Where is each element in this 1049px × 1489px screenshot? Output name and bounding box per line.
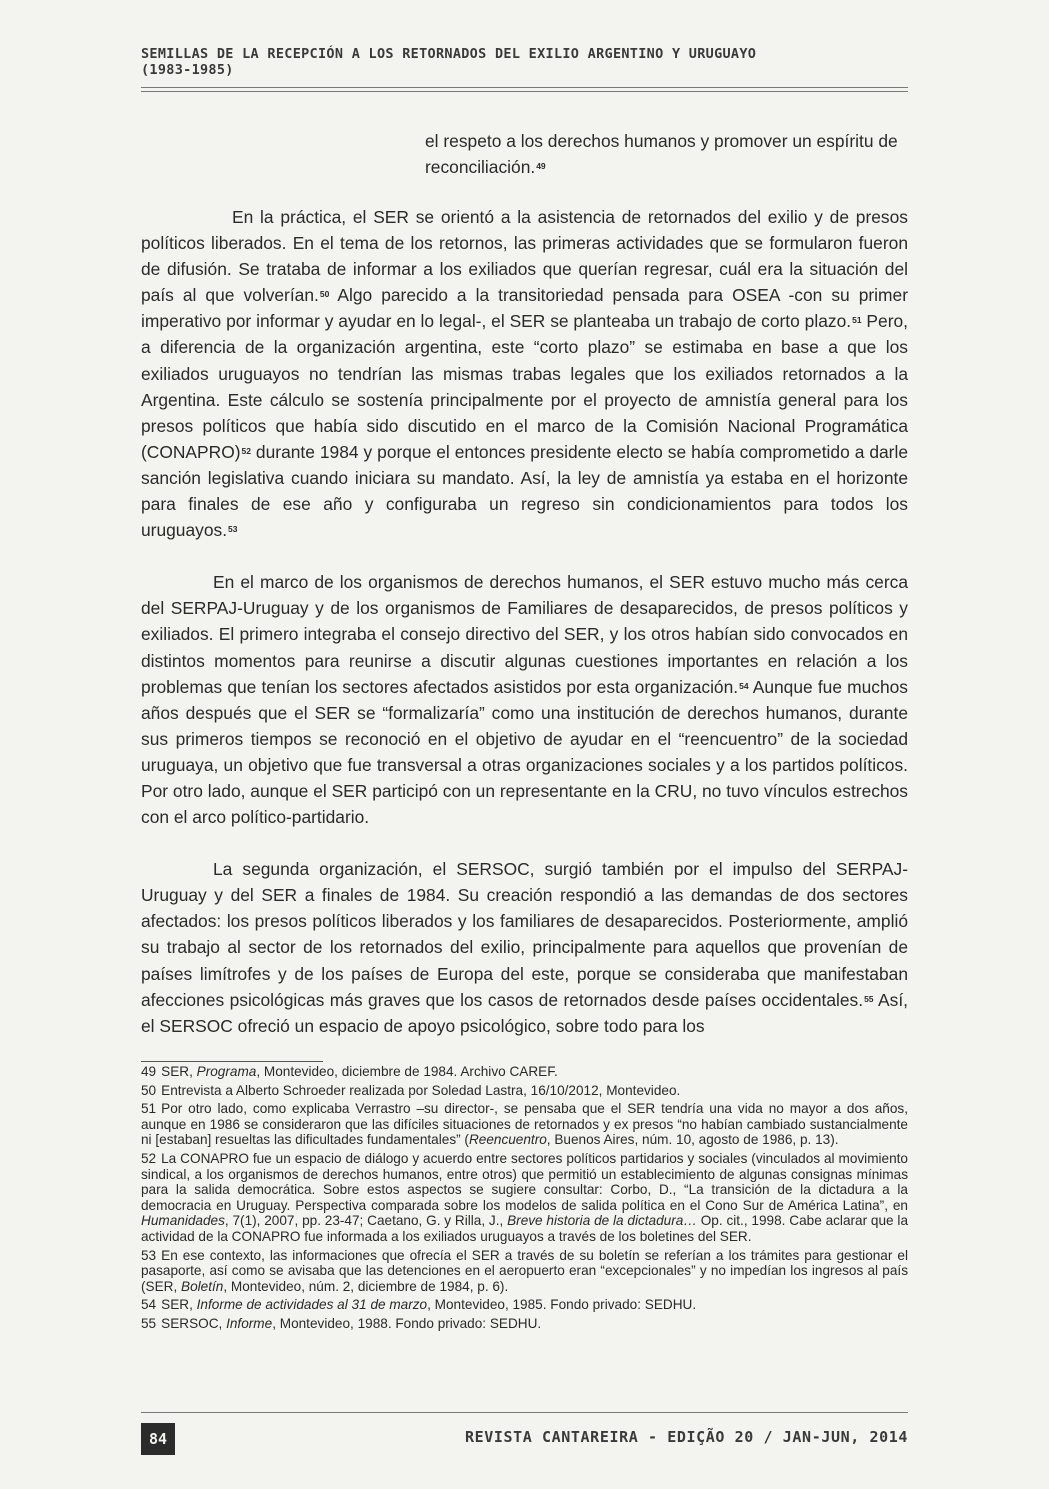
header-title-line2: (1983-1985) — [141, 62, 234, 78]
footer-divider — [141, 1412, 908, 1413]
footnote-text: , Montevideo, 1985. Fondo privado: SEDHU. — [427, 1297, 697, 1313]
footnote-divider — [141, 1061, 323, 1062]
footnote-number: 53 — [141, 1247, 157, 1263]
footnote-ref: 50 — [319, 289, 330, 300]
paragraph-text: En el marco de los organismos de derechos humanos, el SER estuvo mucho más cerca del SERPAJ-Uruguay y de los organismos de Familiares de desaparecidos, de presos políticos y exiliados. El primero integraba el consejo directivo del SER, y los otros habían sido convocados en distintos momentos para reunirse a discutir algunas cuestiones importantes en relación a los problemas que tenían los sectores afectados asistidos por esta organización. — [141, 572, 908, 697]
paragraph-text: durante 1984 y porque el entonces presidente electo se había comprometido a darle sanción legislativa cuando iniciara su mandato. Así, la ley de amnistía ya estaba en el horizonte para finales de ese año y configuraba un regreso sin condicionamientos para todos los uruguayos. — [141, 441, 908, 541]
footnote-text: , Montevideo, 1988. Fondo privado: SEDHU. — [272, 1315, 542, 1331]
footnote-number: 54 — [141, 1297, 157, 1313]
footnote-53 — [141, 1248, 908, 1295]
footnote-text: La CONAPRO fue un espacio de diálogo y acuerdo entre sectores políticos partidarios y sociales (vinculados al movimiento sindical, a los organismos de derechos humanos, entre otros) que permitió un establecimiento de algunas consignas mínimas para la salida democrática. Sobre estos aspectos se sugiere consultar: Corbo, D., “La transición de la dictadura a la democracia en Uruguay. Perspectiva comparada sobre los modelos de salida política en el Cono Sur de América Latina”, en — [141, 1150, 908, 1213]
footnote-text: SER, — [161, 1297, 197, 1313]
footnote-ref: 55 — [864, 993, 874, 1004]
paragraph-text: Aunque fue muchos años después que el SER se “formalizaría” como una institución de derechos humanos, durante sus primeros tiempos se reconoció en el objetivo de ayudar en el “reencuentro” de la sociedad uruguaya, un objetivo que fue transversal a otras organizaciones sociales y a los partidos políticos. Por otro lado, aunque el SER participó con un representante en la CRU, no tuvo vínculos estrechos con el arco político-partidario. — [141, 676, 908, 828]
page-number: 84 — [141, 1423, 175, 1455]
paragraph-1 — [141, 204, 908, 543]
footnote-ref: 54 — [739, 680, 749, 691]
footnote-50 — [141, 1083, 908, 1099]
paragraph-text: La segunda organización, el SERSOC, surgió también por el impulso del SERPAJ-Uruguay y del SER a finales de 1984. Su creación respondió a las demandas de dos sectores afectados: los presos políticos liberados y los familiares de desaparecidos. Posteriormente, amplió su trabajo al sector de los retornados del exilio, principalmente para aquellos que provenían de países limítrofes y de los países de Europa del este, porque se consideraba que manifestaban afecciones psicológicas más graves que los casos de retornados desde países occidentales. — [141, 859, 908, 1010]
footnote-text: SER, — [161, 1064, 197, 1079]
footnote-italic: Informe de actividades al 31 de marzo — [196, 1297, 428, 1313]
footnote-55 — [141, 1316, 908, 1332]
footnote-ref: 53 — [228, 524, 238, 535]
footnote-52 — [141, 1151, 908, 1245]
journal-name: REVISTA CANTAREIRA - EDIÇÃO 20 / JAN-JUN, 2014 — [464, 1428, 908, 1446]
footnote-text: , Buenos Aires, núm. 10, agosto de 1986, p. 13). — [546, 1132, 839, 1148]
footnote-text: , Montevideo, núm. 2, diciembre de 1984, p. 6). — [223, 1278, 509, 1294]
paragraph-text: En la práctica, el SER se orientó a la asistencia de retornados del exilio y de presos políticos liberados. En el tema de los retornos, las primeras actividades que se formularon fueron de difusión. Se trataba de informar a los exiliados que querían regresar, cuál era la situación del país al que volverían. — [141, 207, 908, 306]
footnote-text: , Montevideo, diciembre de 1984. Archivo CAREF. — [256, 1064, 558, 1079]
footnote-italic: Breve historia de la dictadura… — [507, 1213, 697, 1229]
paragraph-3 — [141, 856, 908, 1039]
paragraph-text: Así, el SERSOC ofreció un espacio de apoyo psicológico, sobre todo para los — [141, 989, 908, 1036]
footnote-number: 51 — [141, 1101, 157, 1117]
footnote-italic: Programa — [196, 1064, 257, 1079]
footnote-number: 55 — [141, 1315, 157, 1331]
footnote-number: 52 — [141, 1150, 157, 1166]
footnote-ref: 51 — [852, 315, 862, 326]
footnote-text: Op. cit., 1998. Cabe aclarar que la actividad de la CONAPRO fue informada a los exiliados uruguayos a través de los boletines del SER. — [141, 1213, 909, 1244]
footnote-text: Por otro lado, como explicaba Verrastro –su director-, se pensaba que el SER tendría una vida no mayor a dos años, aunque en 1986 se consideraron que las difíciles situaciones de retornados y ex presos “no habían cambiado sustancialmente ni [estaban] resueltas las dificultades fundamentales” ( — [141, 1101, 908, 1148]
footnote-number: 49 — [141, 1064, 157, 1079]
quote-text: el respeto a los derechos humanos y promover un espíritu de reconciliación. — [425, 131, 898, 177]
footnote-54 — [141, 1297, 908, 1313]
paragraph-2 — [141, 569, 908, 830]
footnote-italic: Humanidades — [141, 1213, 225, 1229]
body-text — [141, 204, 908, 1065]
paragraph-text: Algo parecido a la transitoriedad pensada para OSEA -con su primer imperativo por informar y ayudar en lo legal-, el SER se planteaba un trabajo de corto plazo. — [141, 285, 908, 332]
footnote-text: , 7(1), 2007, pp. 23-47; Caetano, G. y Rilla, J., — [224, 1213, 508, 1229]
footnotes — [141, 1064, 908, 1335]
quote-continuation — [425, 128, 908, 180]
paragraph-text: Pero, a diferencia de la organización argentina, este “corto plazo” se estimaba en base a que los exiliados uruguayos no tendrían las mismas trabas legales que los exiliados retornados a la Argentina. Este cálculo se sostenía principalmente por el proyecto de amnistía general para los presos políticos que había sido discutido en el marco de la Comisión Nacional Programática (CONAPRO) — [141, 311, 908, 462]
footnote-text: Entrevista a Alberto Schroeder realizada por Soledad Lastra, 16/10/2012, Montevideo. — [161, 1082, 681, 1098]
footnote-italic: Boletín — [181, 1278, 224, 1294]
footnote-italic: Informe — [226, 1315, 273, 1331]
footnote-number: 50 — [141, 1082, 157, 1098]
footnote-text: SERSOC, — [161, 1315, 227, 1331]
running-header — [141, 46, 908, 78]
footnote-ref: 52 — [241, 445, 251, 456]
footnote-italic: Reencuentro — [468, 1132, 547, 1148]
header-divider — [141, 87, 908, 92]
footnote-51 — [141, 1101, 908, 1148]
header-title-line1: SEMILLAS DE LA RECEPCIÓN A LOS RETORNADOS DEL EXILIO ARGENTINO Y URUGUAYO — [141, 46, 757, 62]
footnote-text: En ese contexto, las informaciones que ofrecía el SER a través de su boletín se referían a los trámites para gestionar el pasaporte, así como se avisaba que las detenciones en el aeropuerto eran “excepcionales” y no impedían los ingresos al país (SER, — [141, 1247, 908, 1294]
footnote-49 — [141, 1064, 908, 1080]
footnote-ref: 49 — [536, 161, 546, 171]
